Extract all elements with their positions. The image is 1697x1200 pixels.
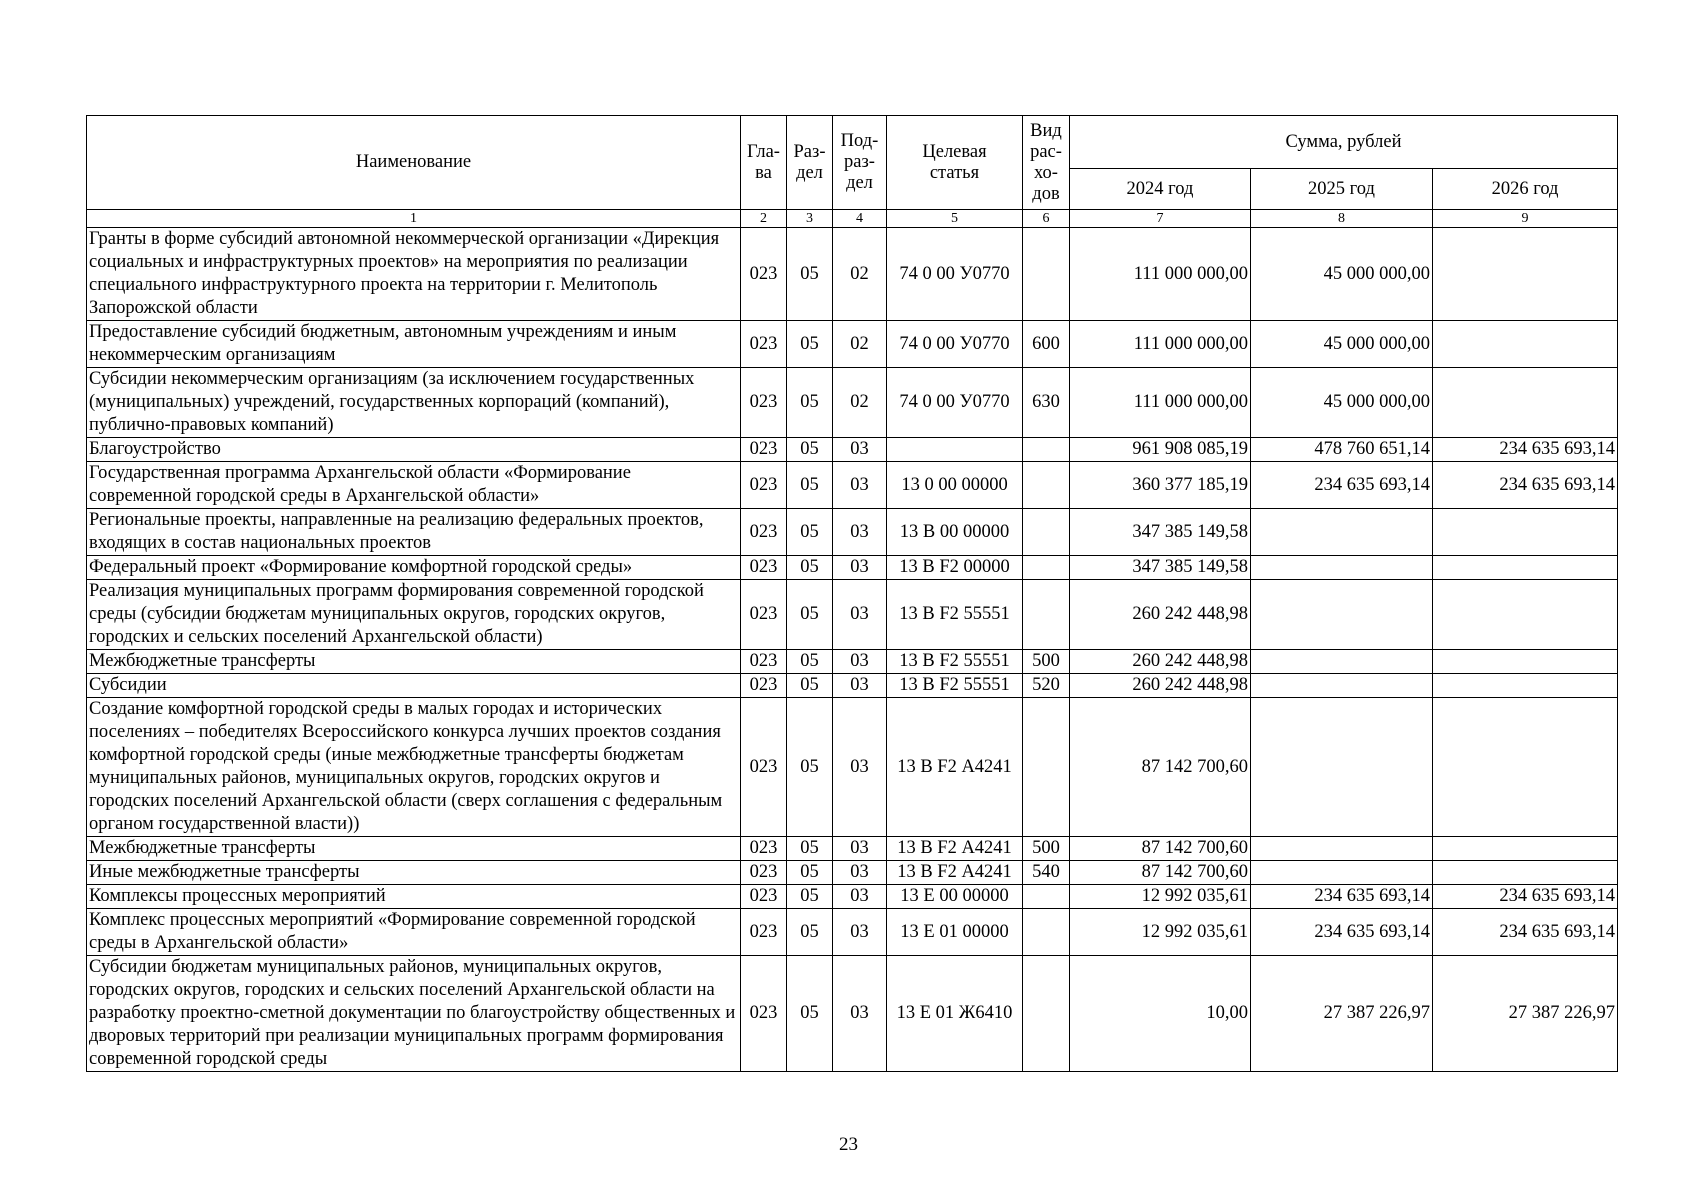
header-vid: Вид рас- хо- дов <box>1023 116 1070 210</box>
row-vid-rashodov <box>1023 885 1070 909</box>
row-razdel: 05 <box>787 462 833 509</box>
row-podrazdel: 03 <box>833 837 887 861</box>
row-glava: 023 <box>741 509 787 556</box>
table-row <box>87 228 1618 321</box>
row-vid-rashodov <box>1023 580 1070 650</box>
row-celevaya-statya: 13 В F2 А4241 <box>887 698 1023 837</box>
table-row <box>87 438 1618 462</box>
row-sum-2025 <box>1251 650 1433 674</box>
row-sum-2024: 87 142 700,60 <box>1070 861 1251 885</box>
row-sum-2025: 234 635 693,14 <box>1251 462 1433 509</box>
header-name: Наименование <box>87 116 741 210</box>
row-podrazdel: 03 <box>833 438 887 462</box>
row-celevaya-statya: 13 0 00 00000 <box>887 462 1023 509</box>
header-year-2025: 2025 год <box>1251 169 1433 210</box>
row-razdel: 05 <box>787 674 833 698</box>
row-sum-2024: 12 992 035,61 <box>1070 885 1251 909</box>
row-sum-2024: 260 242 448,98 <box>1070 674 1251 698</box>
row-celevaya-statya: 13 В F2 А4241 <box>887 861 1023 885</box>
row-glava: 023 <box>741 321 787 368</box>
row-glava: 023 <box>741 228 787 321</box>
table-header <box>87 116 1618 228</box>
row-celevaya-statya: 74 0 00 У0770 <box>887 321 1023 368</box>
row-razdel: 05 <box>787 228 833 321</box>
row-sum-2024: 260 242 448,98 <box>1070 650 1251 674</box>
row-vid-rashodov: 520 <box>1023 674 1070 698</box>
table-row <box>87 885 1618 909</box>
row-glava: 023 <box>741 861 787 885</box>
row-celevaya-statya: 13 В 00 00000 <box>887 509 1023 556</box>
row-razdel: 05 <box>787 438 833 462</box>
column-number: 6 <box>1023 210 1070 228</box>
row-glava: 023 <box>741 368 787 438</box>
row-podrazdel: 02 <box>833 228 887 321</box>
row-sum-2025 <box>1251 698 1433 837</box>
header-year-2024: 2024 год <box>1070 169 1251 210</box>
row-name: Гранты в форме субсидий автономной некоммерческой организации «Дирекция социальных и инфраструктурных проектов» на мероприятия по реализации специального инфраструктурного проекта на территории г. Мелитополь Запорожской области <box>87 228 741 321</box>
row-sum-2026 <box>1433 321 1618 368</box>
row-sum-2024: 347 385 149,58 <box>1070 509 1251 556</box>
row-podrazdel: 03 <box>833 580 887 650</box>
row-celevaya-statya: 13 Е 01 Ж6410 <box>887 956 1023 1072</box>
row-sum-2026 <box>1433 698 1618 837</box>
row-razdel: 05 <box>787 885 833 909</box>
row-podrazdel: 03 <box>833 650 887 674</box>
row-sum-2026: 27 387 226,97 <box>1433 956 1618 1072</box>
row-razdel: 05 <box>787 909 833 956</box>
row-podrazdel: 03 <box>833 956 887 1072</box>
column-number: 1 <box>87 210 741 228</box>
row-glava: 023 <box>741 556 787 580</box>
row-name: Субсидии <box>87 674 741 698</box>
row-sum-2026 <box>1433 228 1618 321</box>
row-glava: 023 <box>741 462 787 509</box>
row-glava: 023 <box>741 650 787 674</box>
row-sum-2024: 111 000 000,00 <box>1070 368 1251 438</box>
table-row <box>87 698 1618 837</box>
row-glava: 023 <box>741 909 787 956</box>
row-name: Предоставление субсидий бюджетным, автономным учреждениям и иным некоммерческим организациям <box>87 321 741 368</box>
table-row <box>87 462 1618 509</box>
row-sum-2026 <box>1433 650 1618 674</box>
row-celevaya-statya: 13 В F2 00000 <box>887 556 1023 580</box>
page-number: 23 <box>839 1134 858 1155</box>
row-podrazdel: 03 <box>833 462 887 509</box>
row-vid-rashodov: 630 <box>1023 368 1070 438</box>
row-podrazdel: 03 <box>833 509 887 556</box>
row-sum-2026: 234 635 693,14 <box>1433 909 1618 956</box>
row-sum-2025 <box>1251 861 1433 885</box>
row-sum-2025 <box>1251 580 1433 650</box>
row-vid-rashodov: 540 <box>1023 861 1070 885</box>
column-number: 8 <box>1251 210 1433 228</box>
row-name: Региональные проекты, направленные на реализацию федеральных проектов, входящих в состав национальных проектов <box>87 509 741 556</box>
row-glava: 023 <box>741 438 787 462</box>
row-name: Межбюджетные трансферты <box>87 837 741 861</box>
row-sum-2024: 12 992 035,61 <box>1070 909 1251 956</box>
row-razdel: 05 <box>787 698 833 837</box>
table-row <box>87 674 1618 698</box>
table-row <box>87 909 1618 956</box>
row-razdel: 05 <box>787 861 833 885</box>
table-row <box>87 650 1618 674</box>
row-podrazdel: 03 <box>833 698 887 837</box>
row-sum-2025 <box>1251 556 1433 580</box>
row-celevaya-statya: 13 Е 00 00000 <box>887 885 1023 909</box>
row-celevaya-statya: 13 В F2 А4241 <box>887 837 1023 861</box>
row-vid-rashodov <box>1023 438 1070 462</box>
row-razdel: 05 <box>787 956 833 1072</box>
table-row <box>87 509 1618 556</box>
table-row <box>87 556 1618 580</box>
table-body <box>87 228 1618 1072</box>
row-razdel: 05 <box>787 321 833 368</box>
row-vid-rashodov <box>1023 462 1070 509</box>
row-sum-2026 <box>1433 861 1618 885</box>
row-sum-2025: 45 000 000,00 <box>1251 321 1433 368</box>
row-celevaya-statya: 74 0 00 У0770 <box>887 228 1023 321</box>
row-name: Благоустройство <box>87 438 741 462</box>
row-sum-2026: 234 635 693,14 <box>1433 885 1618 909</box>
row-name: Реализация муниципальных программ формирования современной городской среды (субсидии бюджетам муниципальных округов, городских округов, городских и сельских поселений Архангельской области) <box>87 580 741 650</box>
row-sum-2024: 87 142 700,60 <box>1070 698 1251 837</box>
row-sum-2026 <box>1433 837 1618 861</box>
row-sum-2024: 87 142 700,60 <box>1070 837 1251 861</box>
row-razdel: 05 <box>787 650 833 674</box>
row-glava: 023 <box>741 837 787 861</box>
row-name: Государственная программа Архангельской области «Формирование современной городской среды в Архангельской области» <box>87 462 741 509</box>
budget-table <box>86 115 1618 1072</box>
column-number: 3 <box>787 210 833 228</box>
row-celevaya-statya: 13 Е 01 00000 <box>887 909 1023 956</box>
column-number: 4 <box>833 210 887 228</box>
row-sum-2026 <box>1433 580 1618 650</box>
table-row <box>87 580 1618 650</box>
row-razdel: 05 <box>787 837 833 861</box>
row-glava: 023 <box>741 885 787 909</box>
row-sum-2025: 478 760 651,14 <box>1251 438 1433 462</box>
row-podrazdel: 03 <box>833 885 887 909</box>
row-glava: 023 <box>741 674 787 698</box>
row-sum-2025: 234 635 693,14 <box>1251 909 1433 956</box>
column-number: 9 <box>1433 210 1618 228</box>
row-name: Комплекс процессных мероприятий «Формирование современной городской среды в Архангельской области» <box>87 909 741 956</box>
row-celevaya-statya: 74 0 00 У0770 <box>887 368 1023 438</box>
row-name: Иные межбюджетные трансферты <box>87 861 741 885</box>
row-sum-2025: 45 000 000,00 <box>1251 368 1433 438</box>
row-celevaya-statya: 13 В F2 55551 <box>887 650 1023 674</box>
row-celevaya-statya: 13 В F2 55551 <box>887 580 1023 650</box>
row-sum-2024: 260 242 448,98 <box>1070 580 1251 650</box>
row-sum-2025 <box>1251 837 1433 861</box>
row-sum-2025 <box>1251 674 1433 698</box>
row-sum-2024: 360 377 185,19 <box>1070 462 1251 509</box>
row-sum-2024: 961 908 085,19 <box>1070 438 1251 462</box>
row-name: Создание комфортной городской среды в малых городах и исторических поселениях – победителях Всероссийского конкурса лучших проектов создания комфортной городской среды (иные межбюджетные трансферты бюджетам муниципальных районов, муниципальных округов, городских округов и городских поселений Архангельской области (сверх соглашения с федеральным органом государственной власти)) <box>87 698 741 837</box>
row-podrazdel: 03 <box>833 861 887 885</box>
row-celevaya-statya: 13 В F2 55551 <box>887 674 1023 698</box>
row-sum-2025 <box>1251 509 1433 556</box>
header-summa: Сумма, рублей <box>1070 116 1618 169</box>
row-sum-2026: 234 635 693,14 <box>1433 438 1618 462</box>
header-glava: Гла- ва <box>741 116 787 210</box>
row-razdel: 05 <box>787 580 833 650</box>
row-podrazdel: 02 <box>833 321 887 368</box>
header-podrazdel: Под- раз- дел <box>833 116 887 210</box>
table-row <box>87 837 1618 861</box>
table-row <box>87 321 1618 368</box>
row-name: Комплексы процессных мероприятий <box>87 885 741 909</box>
row-vid-rashodov <box>1023 909 1070 956</box>
row-sum-2024: 10,00 <box>1070 956 1251 1072</box>
table-row <box>87 956 1618 1072</box>
row-name: Федеральный проект «Формирование комфортной городской среды» <box>87 556 741 580</box>
column-number: 2 <box>741 210 787 228</box>
row-sum-2025: 45 000 000,00 <box>1251 228 1433 321</box>
row-name: Межбюджетные трансферты <box>87 650 741 674</box>
row-sum-2024: 111 000 000,00 <box>1070 321 1251 368</box>
row-glava: 023 <box>741 956 787 1072</box>
table-row <box>87 368 1618 438</box>
row-name: Субсидии бюджетам муниципальных районов, муниципальных округов, городских округов, городских и сельских поселений Архангельской области на разработку проектно-сметной документации по благоустройству общественных и дворовых территорий при реализации муниципальных программ формирования современной городской среды <box>87 956 741 1072</box>
row-sum-2026 <box>1433 368 1618 438</box>
row-razdel: 05 <box>787 509 833 556</box>
row-podrazdel: 03 <box>833 556 887 580</box>
row-vid-rashodov: 600 <box>1023 321 1070 368</box>
row-podrazdel: 03 <box>833 909 887 956</box>
row-razdel: 05 <box>787 368 833 438</box>
row-sum-2026 <box>1433 674 1618 698</box>
column-number-row <box>87 210 1618 228</box>
header-celevaya: Целевая статья <box>887 116 1023 210</box>
row-glava: 023 <box>741 580 787 650</box>
row-sum-2025: 27 387 226,97 <box>1251 956 1433 1072</box>
row-razdel: 05 <box>787 556 833 580</box>
row-sum-2024: 347 385 149,58 <box>1070 556 1251 580</box>
row-celevaya-statya <box>887 438 1023 462</box>
row-podrazdel: 02 <box>833 368 887 438</box>
header-razdel: Раз- дел <box>787 116 833 210</box>
row-podrazdel: 03 <box>833 674 887 698</box>
row-name: Субсидии некоммерческим организациям (за исключением государственных (муниципальных) учреждений, государственных корпораций (компаний), публично-правовых компаний) <box>87 368 741 438</box>
row-vid-rashodov: 500 <box>1023 837 1070 861</box>
row-vid-rashodov <box>1023 698 1070 837</box>
row-sum-2025: 234 635 693,14 <box>1251 885 1433 909</box>
row-sum-2026: 234 635 693,14 <box>1433 462 1618 509</box>
row-sum-2024: 111 000 000,00 <box>1070 228 1251 321</box>
row-vid-rashodov <box>1023 556 1070 580</box>
table-row <box>87 861 1618 885</box>
header-year-2026: 2026 год <box>1433 169 1618 210</box>
row-vid-rashodov <box>1023 228 1070 321</box>
row-vid-rashodov <box>1023 956 1070 1072</box>
row-sum-2026 <box>1433 509 1618 556</box>
row-glava: 023 <box>741 698 787 837</box>
row-vid-rashodov <box>1023 509 1070 556</box>
column-number: 5 <box>887 210 1023 228</box>
column-number: 7 <box>1070 210 1251 228</box>
row-vid-rashodov: 500 <box>1023 650 1070 674</box>
row-sum-2026 <box>1433 556 1618 580</box>
